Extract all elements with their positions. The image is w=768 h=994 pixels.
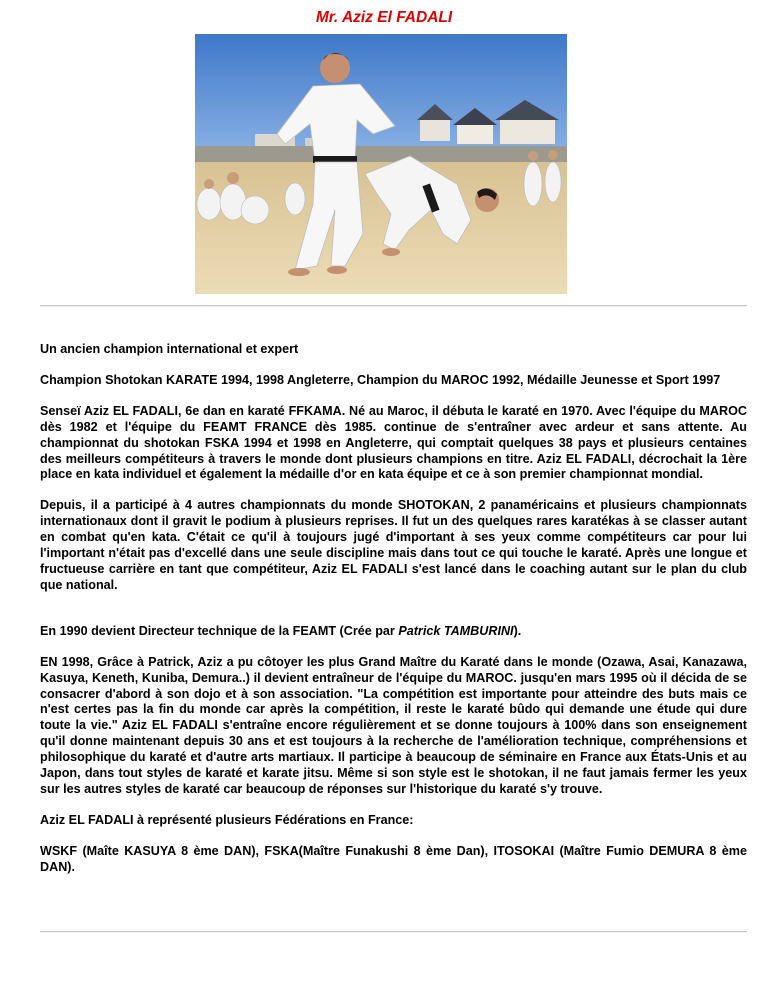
sky — [195, 34, 567, 164]
paragraph-federations: WSKF (Maîte KASUYA 8 ème DAN), FSKA(Maître Funakushi 8 ème Dan), ITOSOKAI (Maître Fumio DEMURA 8 ème DAN). — [40, 843, 747, 874]
director-text-end: ). — [513, 623, 522, 638]
paragraph-biography: Senseï Aziz EL FADALI, 6e dan en karaté FFKAMA. Né au Maroc, il débuta le karaté en 1970. Avec l'équipe du MAROC dès 1982 et l'équipe du FEAMT FRANCE dès 1985. continue de s'entraîner avec ardeur et sans attente. Au championnat du shotokan FSKA 1994 et 1998 en Angleterre, qui comptait quelques 38 pays et plusieurs centaines des meilleurs compétiteurs à travers le monde dont plusieurs champions en titre. Aziz EL FADALI, décrochait la 1ère place en kata individuel et également la médaille d'or en kata équipe et ce à son premier championnat mondial. — [40, 403, 747, 482]
director-text: En 1990 devient Directeur technique de la FEAMT (Crée par — [40, 623, 399, 638]
champion-titles: Champion Shotokan KARATE 1994, 1998 Angleterre, Champion du MAROC 1992, Médaille Jeunesse et Sport 1997 — [40, 372, 721, 387]
paragraph-federations-intro: Aziz EL FADALI à représenté plusieurs Fédérations en France: — [40, 812, 414, 827]
founder-name: Patrick TAMBURINI — [398, 623, 514, 638]
paragraph-career: Depuis, il a participé à 4 autres championnats du monde SHOTOKAN, 2 panaméricains et plusieurs championnats internationaux dont il gravit le podium à plusieurs reprises. Il fut un des quelques rares karatékas à se classer autant en combat qu'en kata. C'était ce qu'il à toujours jugé d'important à ses yeux comme compétiteurs car pour lui l'important n'était pas d'excellé dans une seule discipline mais dans tout ce qui touche le karaté. Après une longue et fructueuse carrière en tant que compétiteur, Aziz EL FADALI s'est lancé dans le coaching autant sur le plan du club que national. — [40, 498, 747, 592]
article-body — [40, 342, 747, 891]
divider-top — [40, 305, 747, 307]
paragraph-coaching: EN 1998, Grâce à Patrick, Aziz a pu côtoyer les plus Grand Maître du Karaté dans le monde (Ozawa, Asai, Kanazawa, Kasuya, Keneth, Kuniba, Demura..) il devient entraîneur de l'équipe du MAROC. jusqu'en mars 1995 où il décida de se consacrer d'abord à son dojo et à son association. "La compétition est importante pour atteindre des buts mais ce n'est certes pas la fin du monde car après la compétition, il reste le karaté bûdo qui demande une étude qui dure toute la vie." Aziz EL FADALI s'entraîne encore régulièrement et se donne toujours à 100% dans son enseignement qu'il donne maintenant depuis 30 ans et est toujours à la recherche de l'amélioration technique, compréhensions et philosophique du karaté et d'autre arts martiaux. Il participe à beaucoup de séminaire en France aux États-Unis et au Japon, dans tout styles de karaté et karate jitsu. Même si son style est le shotokan, il ne faut jamais fermer les yeux sur les autres styles de karaté car beaucoup de réponses sur l'historique du karaté s'y trouve. — [40, 654, 747, 796]
subtitle: Un ancien champion international et expert — [40, 342, 299, 356]
karate-photo — [195, 34, 567, 294]
paragraph-director — [40, 624, 747, 640]
divider-bottom — [40, 931, 747, 933]
page-title: Mr. Aziz El FADALI — [315, 9, 453, 26]
